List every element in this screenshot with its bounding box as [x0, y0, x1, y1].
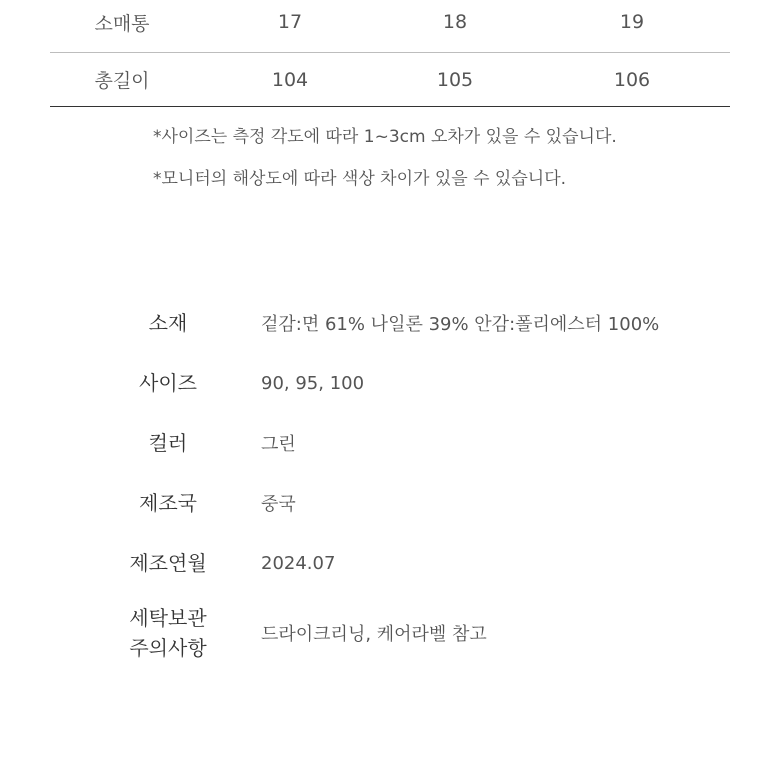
spec-label: 소재	[148, 311, 188, 335]
spec-value: 90, 95, 100	[261, 372, 365, 394]
size-row-total-length	[50, 53, 730, 107]
spec-value: 중국	[261, 494, 296, 515]
spec-row-manufactured	[100, 533, 700, 593]
spec-row-size	[100, 353, 700, 413]
spec-value: 겉감:면 61% 나일론 39% 안감:폴리에스터 100%	[261, 314, 660, 335]
size-cell: 104	[271, 68, 309, 91]
size-notes	[153, 122, 617, 206]
spec-label: 컬러	[148, 431, 188, 455]
spec-label-line: 세탁보관	[129, 606, 207, 630]
spec-value: 2024.07	[261, 552, 336, 574]
spec-label: 제조연월	[129, 551, 207, 575]
spec-row-color	[100, 413, 700, 473]
product-spec-table	[100, 293, 700, 673]
spec-label-line: 주의사항	[129, 636, 207, 660]
size-cell: 17	[277, 11, 303, 33]
size-row-label: 소매통	[94, 12, 150, 35]
spec-row-material	[100, 293, 700, 353]
spec-value: 드라이크리닝, 케어라벨 참고	[261, 624, 487, 645]
spec-value: 그린	[261, 434, 296, 455]
spec-label: 제조국	[139, 491, 197, 515]
spec-row-origin	[100, 473, 700, 533]
spec-label: 사이즈	[139, 371, 197, 395]
spec-label	[100, 603, 236, 663]
size-row-sleeve	[50, 0, 730, 53]
size-row-label: 총길이	[94, 70, 150, 92]
spec-row-care	[100, 593, 700, 673]
size-table	[50, 0, 730, 107]
size-cell: 19	[619, 11, 645, 33]
size-cell: 18	[442, 11, 468, 33]
note-monitor-color: *모니터의 해상도에 따라 색상 차이가 있을 수 있습니다.	[153, 169, 567, 189]
size-cell: 106	[613, 68, 651, 91]
note-measurement: *사이즈는 측정 각도에 따라 1~3cm 오차가 있을 수 있습니다.	[153, 127, 617, 147]
size-cell: 105	[436, 68, 474, 91]
